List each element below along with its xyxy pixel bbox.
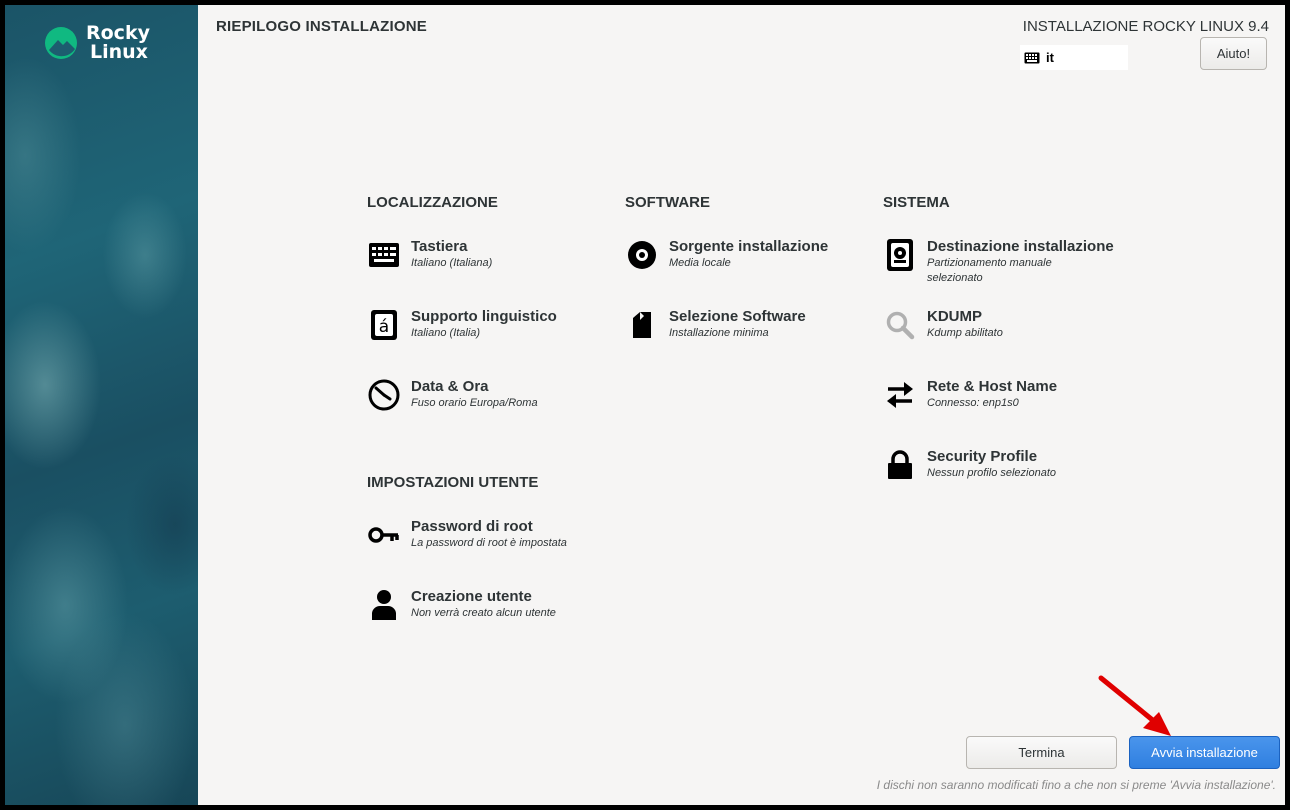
- spoke-name: Tastiera: [411, 238, 468, 255]
- help-button[interactable]: Aiuto!: [1200, 37, 1267, 70]
- search-icon: [883, 308, 917, 342]
- section-title-user-settings: IMPOSTAZIONI UTENTE: [367, 474, 539, 491]
- lock-icon: [883, 448, 917, 482]
- spoke-user-creation[interactable]: [367, 588, 607, 622]
- logo-text-line2: Linux: [90, 41, 148, 63]
- sidebar: [5, 5, 198, 805]
- footer-note: I dischi non saranno modificati fino a che non si preme 'Avvia installazione'.: [876, 778, 1276, 792]
- rocky-logo-icon: [44, 26, 78, 60]
- language-icon: [367, 308, 401, 342]
- spoke-installation-source[interactable]: [625, 238, 865, 272]
- spoke-status: Installazione minima: [669, 327, 769, 339]
- spoke-software-selection[interactable]: [625, 308, 865, 342]
- begin-installation-button[interactable]: Avvia installazione: [1129, 736, 1280, 769]
- key-icon: [367, 518, 401, 552]
- spoke-date-time[interactable]: [367, 378, 607, 412]
- annotation-arrow-icon: [1097, 674, 1177, 740]
- spoke-status: Non verrà creato alcun utente: [411, 607, 556, 619]
- logo-text-line1: Rocky: [86, 22, 150, 44]
- spoke-status: Italiano (Italia): [411, 327, 481, 339]
- installer-window: [5, 5, 1285, 805]
- spoke-name: Rete & Host Name: [927, 378, 1058, 395]
- spoke-language-support[interactable]: [367, 308, 607, 342]
- quit-button[interactable]: Termina: [966, 736, 1117, 769]
- keyboard-layout-label: it: [1046, 50, 1054, 65]
- rocky-linux-logo: [44, 24, 150, 62]
- spoke-status: Italiano (Italiana): [411, 257, 493, 269]
- spoke-name: KDUMP: [927, 308, 982, 325]
- spoke-security-profile[interactable]: [883, 448, 1123, 482]
- spoke-name: Data & Ora: [411, 378, 489, 395]
- keyboard-icon: [1024, 52, 1040, 64]
- spoke-name: Sorgente installazione: [669, 238, 829, 255]
- page-title: RIEPILOGO INSTALLAZIONE: [216, 18, 427, 35]
- package-icon: [625, 308, 659, 342]
- spoke-name: Selezione Software: [669, 308, 806, 325]
- section-title-software: SOFTWARE: [625, 194, 710, 211]
- product-title: INSTALLAZIONE ROCKY LINUX 9.4: [1022, 18, 1269, 35]
- spoke-name: Creazione utente: [411, 588, 532, 605]
- spoke-status: La password di root è impostata: [411, 537, 567, 549]
- spoke-status: Kdump abilitato: [927, 327, 1003, 339]
- spoke-kdump[interactable]: [883, 308, 1123, 342]
- svg-text:á: á: [378, 317, 390, 337]
- user-icon: [367, 588, 401, 622]
- network-icon: [883, 378, 917, 412]
- harddisk-icon: [883, 238, 917, 272]
- disc-icon: [625, 238, 659, 272]
- spoke-status: Fuso orario Europa/Roma: [411, 397, 538, 409]
- spoke-status: Nessun profilo selezionato: [927, 467, 1057, 479]
- section-title-localization: LOCALIZZAZIONE: [367, 194, 498, 211]
- keyboard-icon: [367, 238, 401, 272]
- spoke-name: Security Profile: [927, 448, 1038, 465]
- spoke-installation-destination[interactable]: [883, 238, 1123, 286]
- spoke-status: Connesso: enp1s0: [927, 397, 1019, 409]
- spoke-network-hostname[interactable]: [883, 378, 1123, 412]
- spoke-name: Password di root: [411, 518, 533, 535]
- spoke-keyboard[interactable]: [367, 238, 607, 272]
- spoke-status: Partizionamento manuale selezionato: [927, 257, 1052, 284]
- spoke-root-password[interactable]: [367, 518, 607, 552]
- clock-icon: [367, 378, 401, 412]
- spoke-name: Destinazione installazione: [927, 238, 1114, 255]
- spoke-status: Media locale: [669, 257, 731, 269]
- section-title-system: SISTEMA: [883, 194, 950, 211]
- keyboard-layout-indicator[interactable]: [1020, 45, 1128, 70]
- spoke-name: Supporto linguistico: [411, 308, 557, 325]
